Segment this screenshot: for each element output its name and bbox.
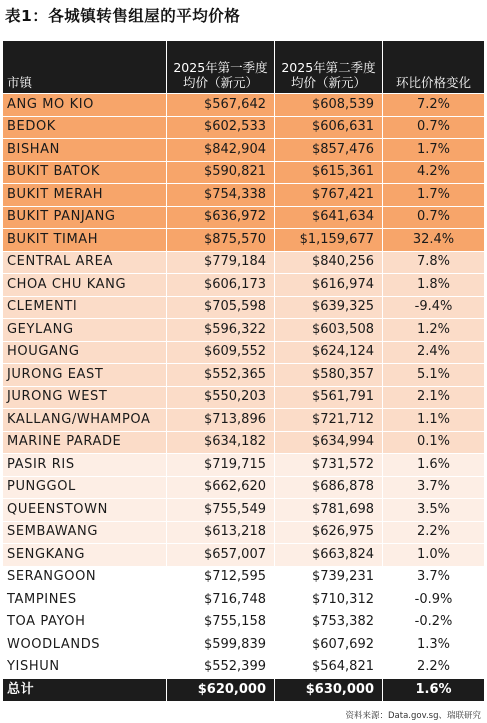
q2-price-cell: $580,357 [275,364,383,387]
change-cell: -0.2% [383,611,485,634]
town-cell: BUKIT MERAH [3,184,167,207]
change-cell: 1.7% [383,139,485,162]
q2-price-cell: $616,974 [275,274,383,297]
change-cell: 5.1% [383,364,485,387]
q2-price-cell: $607,692 [275,634,383,657]
change-cell: 7.2% [383,94,485,117]
table-row [3,341,485,364]
table-row [3,251,485,274]
q2-price-cell: $615,361 [275,161,383,184]
town-cell: HOUGANG [3,341,167,364]
q1-price-cell: $552,399 [167,656,275,679]
total-label: 总计 [3,679,167,702]
q2-price-cell: $721,712 [275,409,383,432]
change-cell: 1.3% [383,634,485,657]
table-row [3,431,485,454]
change-cell: 2.2% [383,656,485,679]
change-cell: 2.1% [383,386,485,409]
q1-price-cell: $636,972 [167,206,275,229]
header-q1 [167,41,275,94]
q2-price-cell: $639,325 [275,296,383,319]
table-row [3,364,485,387]
header-change: 环比价格变化 [383,41,485,94]
q1-price-cell: $716,748 [167,589,275,612]
town-cell: CHOA CHU KANG [3,274,167,297]
q1-price-cell: $657,007 [167,544,275,567]
q2-price-cell: $641,634 [275,206,383,229]
q2-price-cell: $634,994 [275,431,383,454]
town-cell: BUKIT BATOK [3,161,167,184]
q2-price-cell: $686,878 [275,476,383,499]
q1-price-cell: $552,365 [167,364,275,387]
town-cell: PUNGGOL [3,476,167,499]
table-row [3,589,485,612]
table-row [3,611,485,634]
price-table [2,40,485,702]
q2-price-cell: $731,572 [275,454,383,477]
town-cell: QUEENSTOWN [3,499,167,522]
q1-price-cell: $875,570 [167,229,275,252]
q2-price-cell: $608,539 [275,94,383,117]
q2-price-cell: $739,231 [275,566,383,589]
header-q2-line2: 均价（新元） [290,75,366,90]
q2-price-cell: $564,821 [275,656,383,679]
change-cell: 0.1% [383,431,485,454]
q2-price-cell: $767,421 [275,184,383,207]
q1-price-cell: $613,218 [167,521,275,544]
q1-price-cell: $596,322 [167,319,275,342]
q1-price-cell: $567,642 [167,94,275,117]
q1-price-cell: $719,715 [167,454,275,477]
table-row [3,409,485,432]
q2-price-cell: $561,791 [275,386,383,409]
q2-price-cell: $840,256 [275,251,383,274]
table-row [3,274,485,297]
change-cell: 3.7% [383,566,485,589]
table-body [3,94,485,679]
table-row [3,521,485,544]
table-row [3,161,485,184]
town-cell: SENGKANG [3,544,167,567]
q2-price-cell: $626,975 [275,521,383,544]
table-row [3,656,485,679]
table-row [3,229,485,252]
town-cell: BUKIT PANJANG [3,206,167,229]
table-row [3,94,485,117]
change-cell: 1.8% [383,274,485,297]
table-row [3,544,485,567]
q1-price-cell: $606,173 [167,274,275,297]
header-q2-line1: 2025年第二季度 [281,60,376,75]
q2-price-cell: $624,124 [275,341,383,364]
q1-price-cell: $550,203 [167,386,275,409]
table-row [3,386,485,409]
q1-price-cell: $634,182 [167,431,275,454]
source-note: 资料来源：Data.gov.sg、瑞联研究 [345,711,481,721]
change-cell: 7.8% [383,251,485,274]
q1-price-cell: $754,338 [167,184,275,207]
change-cell: 1.0% [383,544,485,567]
change-cell: 1.6% [383,454,485,477]
q1-price-cell: $602,533 [167,116,275,139]
change-cell: 1.1% [383,409,485,432]
table-row [3,476,485,499]
header-q2 [275,41,383,94]
town-cell: MARINE PARADE [3,431,167,454]
change-cell: 1.7% [383,184,485,207]
table-row [3,116,485,139]
q2-price-cell: $857,476 [275,139,383,162]
q1-price-cell: $662,620 [167,476,275,499]
q1-price-cell: $609,552 [167,341,275,364]
q2-price-cell: $781,698 [275,499,383,522]
change-cell: 0.7% [383,206,485,229]
table-row [3,296,485,319]
town-cell: CLEMENTI [3,296,167,319]
town-cell: KALLANG/WHAMPOA [3,409,167,432]
q2-price-cell: $710,312 [275,589,383,612]
table-row [3,184,485,207]
table-row [3,206,485,229]
q1-price-cell: $755,549 [167,499,275,522]
change-cell: 0.7% [383,116,485,139]
town-cell: ANG MO KIO [3,94,167,117]
town-cell: YISHUN [3,656,167,679]
change-cell: 32.4% [383,229,485,252]
q1-price-cell: $755,158 [167,611,275,634]
q2-price-cell: $603,508 [275,319,383,342]
q1-price-cell: $842,904 [167,139,275,162]
table-header [3,41,485,94]
header-q1-line2: 均价（新元） [182,75,258,90]
town-cell: PASIR RIS [3,454,167,477]
town-cell: WOODLANDS [3,634,167,657]
change-cell: 1.2% [383,319,485,342]
change-cell: -0.9% [383,589,485,612]
q2-price-cell: $606,631 [275,116,383,139]
town-cell: BUKIT TIMAH [3,229,167,252]
town-cell: CENTRAL AREA [3,251,167,274]
q1-price-cell: $779,184 [167,251,275,274]
change-cell: 3.7% [383,476,485,499]
table-row [3,319,485,342]
table-row [3,566,485,589]
q1-price-cell: $713,896 [167,409,275,432]
q1-price-cell: $712,595 [167,566,275,589]
change-cell: 3.5% [383,499,485,522]
change-cell: 2.4% [383,341,485,364]
header-q1-line1: 2025年第一季度 [173,60,268,75]
q1-price-cell: $705,598 [167,296,275,319]
table-footer [3,679,485,702]
total-row [3,679,485,702]
town-cell: TOA PAYOH [3,611,167,634]
town-cell: SERANGOON [3,566,167,589]
town-cell: BISHAN [3,139,167,162]
change-cell: -9.4% [383,296,485,319]
q2-price-cell: $753,382 [275,611,383,634]
change-cell: 4.2% [383,161,485,184]
table-row [3,634,485,657]
change-cell: 2.2% [383,521,485,544]
q1-price-cell: $590,821 [167,161,275,184]
q2-price-cell: $663,824 [275,544,383,567]
table-row [3,454,485,477]
town-cell: SEMBAWANG [3,521,167,544]
total-q2: $630,000 [275,679,383,702]
q2-price-cell: $1,159,677 [275,229,383,252]
total-q1: $620,000 [167,679,275,702]
town-cell: GEYLANG [3,319,167,342]
town-cell: BEDOK [3,116,167,139]
table-row [3,139,485,162]
town-cell: JURONG EAST [3,364,167,387]
total-change: 1.6% [383,679,485,702]
header-town: 市镇 [3,41,167,94]
table-row [3,499,485,522]
town-cell: TAMPINES [3,589,167,612]
table-title: 表1：各城镇转售组屋的平均价格 [5,7,241,25]
town-cell: JURONG WEST [3,386,167,409]
q1-price-cell: $599,839 [167,634,275,657]
